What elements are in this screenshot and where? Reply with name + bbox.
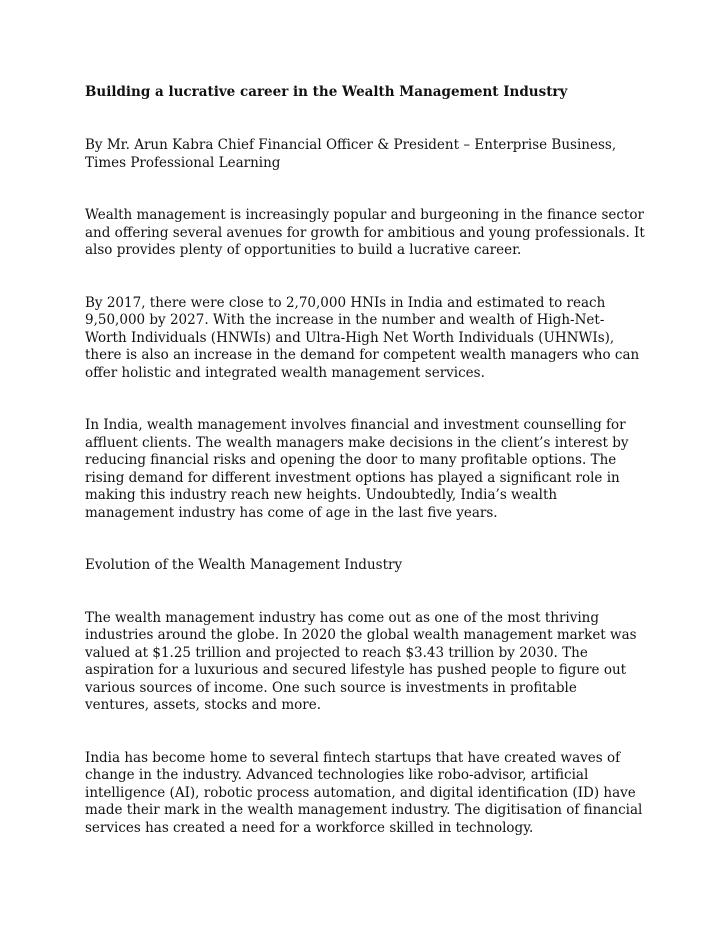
section-heading: Evolution of the Wealth Management Industry bbox=[85, 557, 403, 573]
paragraph-global-market: The wealth management industry has come out as one of the most thriving industries around the globe. In 2020 the global wealth management market was valued at $1.25 trillion and projected to reach $3.43 trillion by 2030. The aspiration for a luxurious and secured lifestyle has pushed people to figure out various sources of income. One such source is investments in profitable ventures, assets, stocks and more. bbox=[85, 609, 637, 713]
byline: By Mr. Arun Kabra Chief Financial Officer & President – Enterprise Business, Times Professional Learning bbox=[85, 137, 617, 171]
paragraph-india-wealth: In India, wealth management involves financial and investment counselling for affluent clients. The wealth managers make decisions in the client’s interest by reducing financial risks and opening the door to many profitable options. The rising demand for different investment options has played a significant role in making this industry reach new heights. Undoubtedly, India’s wealth management industry has come of age in the last five years. bbox=[85, 417, 629, 521]
document-page bbox=[85, 82, 645, 837]
document-title: Building a lucrative career in the Wealth Management Industry bbox=[85, 84, 568, 100]
paragraph-intro: Wealth management is increasingly popular and burgeoning in the finance sector and offering several avenues for growth for ambitious and young professionals. It also provides plenty of opportunities to build a lucrative career. bbox=[85, 207, 645, 258]
paragraph-fintech: India has become home to several fintech startups that have created waves of change in the industry. Advanced technologies like robo-advisor, artificial intelligence (AI), robotic process automation, and digital identification (ID) have made their mark in the wealth management industry. The digitisation of financial services has created a need for a workforce skilled in technology. bbox=[85, 749, 643, 836]
paragraph-hni-stats: By 2017, there were close to 2,70,000 HNIs in India and estimated to reach 9,50,000 by 2027. With the increase in the number and wealth of High-Net-Worth Individuals (HNWIs) and Ultra-High Net Worth Individuals (UHNWIs), there is also an increase in the demand for competent wealth managers who can offer holistic and integrated wealth management services. bbox=[85, 294, 640, 381]
